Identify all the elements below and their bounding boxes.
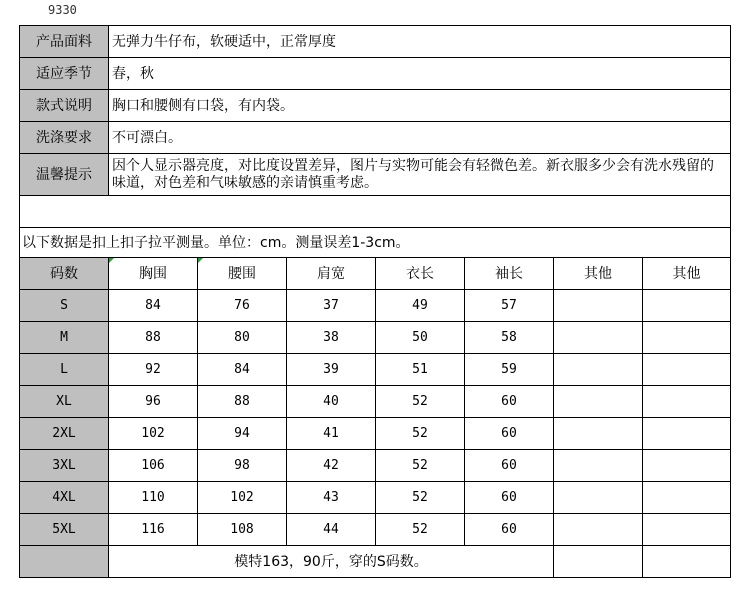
- sleeve-cell: 60: [465, 482, 554, 514]
- sheet-id: 9330: [48, 3, 77, 17]
- chest-cell: 116: [109, 514, 198, 546]
- table-row: [20, 386, 731, 418]
- size-cell: 5XL: [20, 514, 109, 546]
- info-value: 不可漂白。: [109, 122, 731, 154]
- info-row-season: [20, 58, 731, 90]
- header-sleeve: 袖长: [465, 258, 554, 290]
- table-row: [20, 450, 731, 482]
- chest-cell: 84: [109, 290, 198, 322]
- waist-cell: 108: [198, 514, 287, 546]
- other-cell: [643, 482, 731, 514]
- chest-cell: 88: [109, 322, 198, 354]
- sleeve-cell: 60: [465, 450, 554, 482]
- other-cell: [643, 322, 731, 354]
- footer-row: [20, 546, 731, 578]
- header-waist-label: 腰围: [228, 265, 256, 282]
- other-cell: [554, 418, 643, 450]
- waist-cell: 102: [198, 482, 287, 514]
- blank-cell: [20, 196, 731, 228]
- comment-marker: [109, 258, 114, 263]
- info-value: 无弹力牛仔布，软硬适中，正常厚度: [109, 26, 731, 58]
- header-length: 衣长: [376, 258, 465, 290]
- shoulder-cell: 38: [287, 322, 376, 354]
- info-value: 春，秋: [109, 58, 731, 90]
- shoulder-cell: 43: [287, 482, 376, 514]
- waist-cell: 84: [198, 354, 287, 386]
- chest-cell: 92: [109, 354, 198, 386]
- size-cell: S: [20, 290, 109, 322]
- footer-label-cell: [20, 546, 109, 578]
- info-row-fabric: [20, 26, 731, 58]
- footer-empty-cell: [643, 546, 731, 578]
- other-cell: [554, 290, 643, 322]
- header-waist: [198, 258, 287, 290]
- sleeve-cell: 60: [465, 386, 554, 418]
- length-cell: 49: [376, 290, 465, 322]
- measure-note: 以下数据是扣上扣子拉平测量。单位：cm。测量误差1-3cm。: [20, 228, 731, 258]
- chest-cell: 102: [109, 418, 198, 450]
- size-cell: XL: [20, 386, 109, 418]
- footer-empty-cell: [554, 546, 643, 578]
- info-label: 洗涤要求: [20, 122, 109, 154]
- size-cell: 4XL: [20, 482, 109, 514]
- waist-cell: 94: [198, 418, 287, 450]
- info-label: 温馨提示: [20, 154, 109, 196]
- info-row-tips: [20, 154, 731, 196]
- table-row: [20, 322, 731, 354]
- info-row-washing: [20, 122, 731, 154]
- sleeve-cell: 57: [465, 290, 554, 322]
- sleeve-cell: 60: [465, 514, 554, 546]
- length-cell: 52: [376, 514, 465, 546]
- other-cell: [554, 482, 643, 514]
- other-cell: [554, 322, 643, 354]
- other-cell: [643, 514, 731, 546]
- length-cell: 52: [376, 418, 465, 450]
- header-chest: [109, 258, 198, 290]
- other-cell: [554, 354, 643, 386]
- other-cell: [643, 450, 731, 482]
- size-cell: 3XL: [20, 450, 109, 482]
- other-cell: [643, 290, 731, 322]
- length-cell: 50: [376, 322, 465, 354]
- table-row: [20, 482, 731, 514]
- header-size: 码数: [20, 258, 109, 290]
- size-cell: M: [20, 322, 109, 354]
- table-header-row: [20, 258, 731, 290]
- table-row: [20, 514, 731, 546]
- length-cell: 52: [376, 386, 465, 418]
- header-other-2: 其他: [643, 258, 731, 290]
- other-cell: [643, 386, 731, 418]
- info-label: 产品面料: [20, 26, 109, 58]
- length-cell: 52: [376, 450, 465, 482]
- other-cell: [643, 418, 731, 450]
- size-spec-table: [19, 25, 731, 578]
- info-label: 款式说明: [20, 90, 109, 122]
- table-row: [20, 418, 731, 450]
- other-cell: [554, 514, 643, 546]
- model-note: 模特163，90斤，穿的S码数。: [109, 546, 554, 578]
- sleeve-cell: 58: [465, 322, 554, 354]
- shoulder-cell: 44: [287, 514, 376, 546]
- table-row: [20, 354, 731, 386]
- header-other-1: 其他: [554, 258, 643, 290]
- size-cell: L: [20, 354, 109, 386]
- chest-cell: 106: [109, 450, 198, 482]
- other-cell: [643, 354, 731, 386]
- sleeve-cell: 59: [465, 354, 554, 386]
- shoulder-cell: 41: [287, 418, 376, 450]
- measure-note-row: [20, 228, 731, 258]
- info-row-style: [20, 90, 731, 122]
- shoulder-cell: 37: [287, 290, 376, 322]
- waist-cell: 76: [198, 290, 287, 322]
- comment-marker: [198, 258, 203, 263]
- sleeve-cell: 60: [465, 418, 554, 450]
- blank-row: [20, 196, 731, 228]
- info-label: 适应季节: [20, 58, 109, 90]
- shoulder-cell: 42: [287, 450, 376, 482]
- other-cell: [554, 386, 643, 418]
- length-cell: 52: [376, 482, 465, 514]
- waist-cell: 88: [198, 386, 287, 418]
- waist-cell: 80: [198, 322, 287, 354]
- table-row: [20, 290, 731, 322]
- size-cell: 2XL: [20, 418, 109, 450]
- other-cell: [554, 450, 643, 482]
- shoulder-cell: 39: [287, 354, 376, 386]
- chest-cell: 110: [109, 482, 198, 514]
- header-shoulder: 肩宽: [287, 258, 376, 290]
- info-value: 因个人显示器亮度，对比度设置差异，图片与实物可能会有轻微色差。新衣服多少会有洗水残留的味道，对色差和气味敏感的亲请慎重考虑。: [109, 154, 731, 196]
- chest-cell: 96: [109, 386, 198, 418]
- info-value: 胸口和腰侧有口袋，有内袋。: [109, 90, 731, 122]
- header-chest-label: 胸围: [139, 265, 167, 282]
- waist-cell: 98: [198, 450, 287, 482]
- shoulder-cell: 40: [287, 386, 376, 418]
- length-cell: 51: [376, 354, 465, 386]
